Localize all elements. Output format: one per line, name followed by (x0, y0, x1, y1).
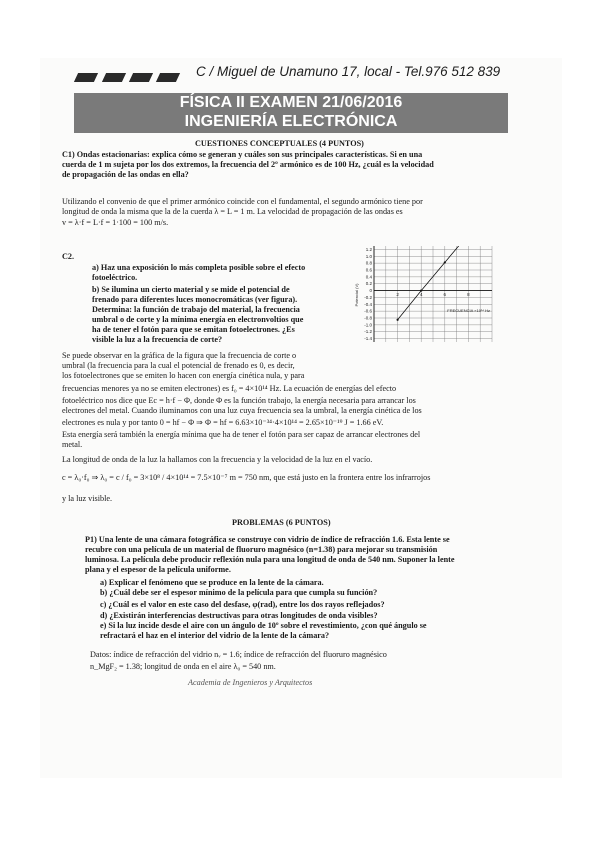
chart-y-tick-label: -0.4 (364, 301, 372, 307)
chart-y-tick-label: -1.2 (364, 329, 372, 335)
academy-address: C / Miguel de Unamuno 17, local - Tel.976 512 839 (196, 64, 501, 79)
c2-answer: los fotoelectrones que se emiten lo hacen con energía cinética nula, y para (62, 371, 305, 380)
c1-text: C1) Ondas estacionarias: explica cómo se generan y cuáles son sus principales características. Si en una (62, 150, 423, 159)
chart-y-tick-label: 0 (369, 288, 372, 294)
header-stripe (129, 73, 153, 82)
p1-text: recubre con una película de un material de fluoruro magnésico (n=1.38) para mejorar su transmisión (85, 545, 438, 554)
p1-text: P1) Una lente de una cámara fotográfica se construye con vidrio de índice de refracción 1.6. Esta lente se (85, 535, 450, 544)
c2b-text: Determina: la función de trabajo del material, la frecuencia (92, 305, 300, 314)
c2-answer: frecuencias menores ya no se emiten electrones) es f₀ = 4×10¹⁴ Hz. La ecuación de energías del efecto (62, 384, 397, 393)
c2a-text: a) Haz una exposición lo más completa posible sobre el efecto (92, 263, 306, 272)
c2b-text: visible la luz a la frecuencia de corte? (92, 335, 223, 344)
degree-title: INGENIERÍA ELECTRÓNICA (184, 113, 398, 130)
c2b-text: b) Se ilumina un cierto material y se mide el potencial de (92, 285, 290, 294)
exam-title-banner (74, 93, 508, 133)
p1-item: c) ¿Cuál es el valor en este caso del desfase, φ(rad), entre los dos rayos reflejados? (100, 600, 385, 609)
c2-answer: Esta energía será también la energía mínima que ha de tener el fotón para ser capaz de arrancar electrones del (62, 430, 421, 439)
chart-x-tick-label: 2 (396, 292, 399, 298)
chart-y-tick-label: -1.4 (364, 336, 372, 342)
c2-answer: c = λ₀·f₀ ⇒ λ₀ = c / f₀ = 3×10⁸ / 4×10¹⁴ = 7.5×10⁻⁷ m = 750 nm, que está justo en la frontera entre los infrarrojos (62, 473, 431, 482)
p1-item: b) ¿Cuál debe ser el espesor mínimo de la película para que cumpla su función? (100, 588, 378, 597)
c2b-text: ha de tener el fotón para que se emitan fotoelectrones. ¿Es (92, 325, 295, 334)
p1-item: e) Si la luz incide desde el aire con un ángulo de 10º sobre el revestimiento, ¿con qué ángulo se (100, 621, 427, 630)
stopping-potential-chart (352, 240, 502, 345)
chart-point (444, 261, 446, 263)
header-stripe (74, 73, 98, 82)
chart-x-tick-label: 6 (443, 292, 447, 298)
footer-academy: Academia de Ingenieros y Arquitectos (188, 678, 313, 687)
c1-text: cuerda de 1 m sujeta por los dos extremos, la frecuencia del 2º armónico es de 100 Hz, ¿cuál es la velocidad (62, 160, 434, 169)
chart-y-tick-label: -1.0 (364, 322, 372, 328)
c2-answer: Se puede observar en la gráfica de la figura que la frecuencia de corte o (62, 351, 297, 360)
c2a-text: fotoeléctrico. (92, 273, 138, 282)
p1-item: a) Explicar el fenómeno que se produce en la lente de la cámara. (100, 578, 324, 587)
chart-x-tick-label: 8 (467, 292, 470, 298)
chart-y-tick-label: 0.6 (365, 267, 372, 273)
datos-text: n_MgF₂ = 1.38; longitud de onda en el aire λ₀ = 540 nm. (90, 662, 276, 671)
chart-point (420, 289, 422, 291)
c2-label: C2. (62, 252, 75, 261)
c2-answer: fotoeléctrico nos dice que Ec = h·f − Φ, donde Φ es la función trabajo, la energía necesaria para arrancar los (62, 396, 416, 405)
exam-title: FÍSICA II EXAMEN 21/06/2016 (179, 94, 403, 111)
c2-answer: La longitud de onda de la luz la hallamos con la frecuencia y la velocidad de la luz en el vacío. (62, 455, 373, 464)
datos-text: Datos: índice de refracción del vidrio nᵥ = 1.6; índice de refracción del fluoruro magnésico (90, 650, 387, 659)
c2-answer: electrones del metal. Cuando iluminamos con una luz cuya frecuencia sea la umbral, la energía cinética de los (62, 406, 422, 415)
c2-answer: electrones es nula y por tanto 0 = hf − Φ ⇒ Φ = hf = 6.63×10⁻³⁴·4×10¹⁴ = 2.65×10⁻¹⁹ J = 1.66 eV. (62, 418, 384, 427)
c1-answer: v = λ·f = L·f = 1·100 = 100 m/s. (62, 218, 169, 227)
chart-y-ticks (364, 247, 372, 341)
c2b-text: frenado para diferentes luces monocromáticas (ver figura). (92, 295, 298, 304)
cuestiones-heading: CUESTIONES CONCEPTUALES (4 PUNTOS) (195, 139, 364, 148)
c2b-text: umbral o de corte y la mínima energía en electronvoltios que (92, 315, 304, 324)
chart-x-tick-label: 4 (419, 292, 423, 298)
chart-y-tick-label: 0.2 (365, 281, 372, 287)
c2-answer: umbral (la frecuencia para la cual el potencial de frenado es 0, es decir, (62, 361, 295, 370)
c1-answer: longitud de onda la misma que la de la cuerda λ = L = 1 m. La velocidad de propagación de las ondas es (62, 207, 403, 216)
c2-answer: metal. (62, 440, 83, 449)
p1-item: refractará el haz en el interior del vidrio de la lente de la cámara? (100, 631, 330, 640)
header-stripe (156, 73, 180, 82)
c1-text: de propagación de las ondas en ella? (62, 170, 189, 179)
p1-text: luminosa. La película debe producir reflexión nula para una longitud de onda de 540 nm. Suponer la lente (85, 555, 455, 564)
chart-y-tick-label: 0.8 (365, 260, 372, 266)
c2-answer: y la luz visible. (62, 494, 113, 503)
chart-y-tick-label: 1.0 (365, 253, 372, 259)
chart-x-label: FRECUENCIA ×10¹⁴ Hz (447, 308, 490, 313)
chart-y-tick-label: 1.2 (365, 246, 372, 252)
chart-y-tick-label: -0.8 (364, 315, 372, 321)
chart-y-tick-label: 0.4 (365, 274, 372, 280)
c1-answer: Utilizando el convenio de que el primer armónico coincide con el fundamental, el segundo armónico tiene por (62, 197, 423, 206)
chart-y-tick-label: -0.6 (364, 308, 372, 314)
header-stripe (102, 73, 126, 82)
chart-grid (374, 246, 492, 342)
chart-y-tick-label: -0.2 (364, 294, 372, 300)
p1-text: plana y el espesor de la película uniforme. (85, 565, 231, 574)
p1-item: d) ¿Existirán interferencias destructivas para otras longitudes de onda visibles? (100, 611, 378, 620)
chart-point (397, 319, 399, 321)
problemas-heading: PROBLEMAS (6 PUNTOS) (232, 518, 331, 527)
chart-x-ticks (396, 292, 470, 297)
chart-y-label: Potencial (V) (354, 283, 359, 307)
